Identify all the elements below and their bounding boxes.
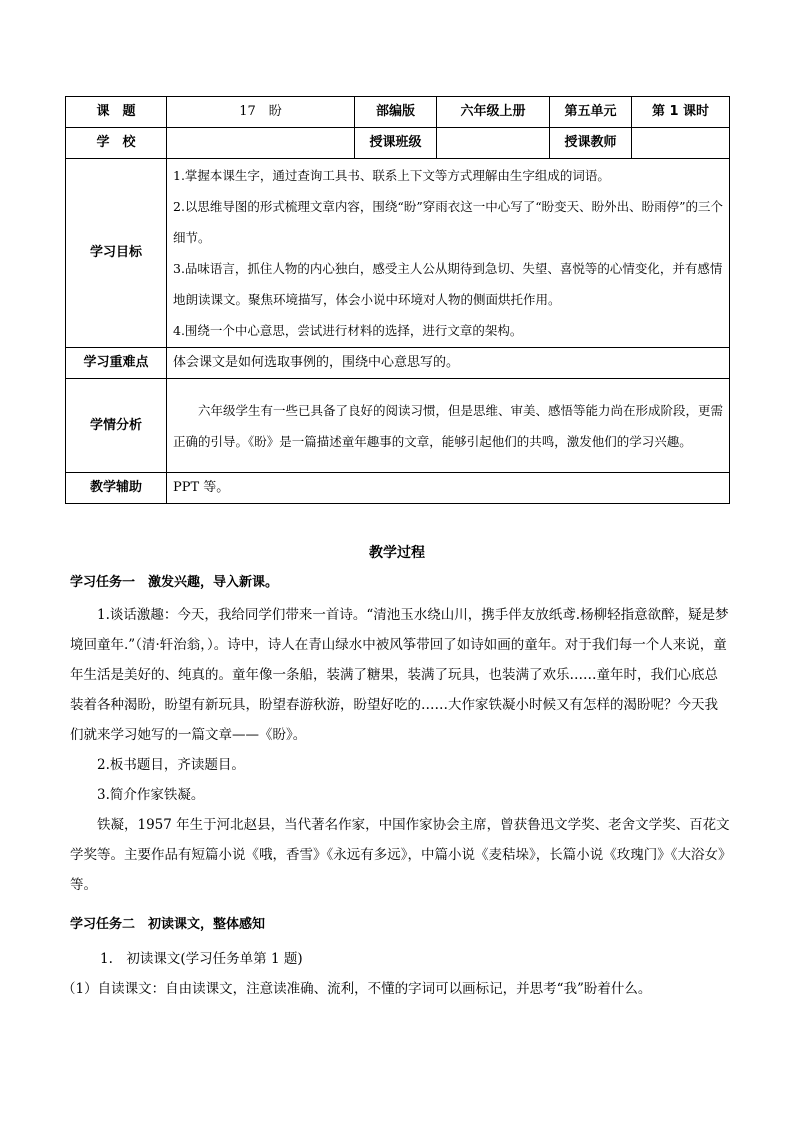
teacher-label: 授课教师 xyxy=(550,128,632,159)
task1-title: 学习任务一 激发兴趣，导入新课。 xyxy=(70,575,279,590)
task1-paragraph: 3.简介作家铁凝。 xyxy=(97,787,205,803)
task2-paragraph: （1）自读课文：自由读课文，注意读准确、流利，不懂的字词可以画标记，并思考“我”盼着什么。 xyxy=(62,981,652,997)
lesson-plan-table xyxy=(65,96,730,504)
analysis-text: 六年级学生有一些已具备了良好的阅读习惯，但是思维、审美、感悟等能力尚在形成阶段，更需正确的引导。《盼》是一篇描述童年趣事的文章，能够引起他们的共鸣，激发他们的学习兴趣。 xyxy=(173,402,724,449)
teacher-value[interactable] xyxy=(632,128,730,159)
task2-title: 学习任务二 初读课文，整体感知 xyxy=(70,917,266,932)
period: 第 1 课时 xyxy=(632,97,730,128)
objectives-label: 学习目标 xyxy=(66,159,167,348)
process-title: 教学过程 xyxy=(369,545,425,561)
row-course xyxy=(66,97,730,128)
task2-body xyxy=(62,944,730,1004)
key-points-label: 学习重难点 xyxy=(66,348,167,379)
class-value[interactable] xyxy=(437,128,550,159)
objective-item: 3.品味语言，抓住人物的内心独白，感受主人公从期待到急切、失望、喜悦等的心情变化，并有感情地朗读课文。聚焦环境描写，体会小说中环境对人物的侧面烘托作用。 xyxy=(173,261,723,307)
aids-text: PPT 等。 xyxy=(167,473,730,504)
objective-item: 1.掌握本课生字，通过查询工具书、联系上下文等方式理解由生字组成的词语。 xyxy=(173,168,610,183)
row-school xyxy=(66,128,730,159)
aids-label: 教学辅助 xyxy=(66,473,167,504)
school-value[interactable] xyxy=(167,128,355,159)
analysis-content xyxy=(167,379,730,473)
course-title: 17 盼 xyxy=(167,97,355,128)
objective-item: 2.以思维导图的形式梳理文章内容，围绕“盼”穿雨衣这一中心写了“盼变天、盼外出、盼雨停”的三个细节。 xyxy=(173,199,723,245)
grade: 六年级上册 xyxy=(437,97,550,128)
key-points-text: 体会课文是如何选取事例的，围绕中心意思写的。 xyxy=(167,348,730,379)
objective-item: 4.围绕一个中心意思，尝试进行材料的选择，进行文章的架构。 xyxy=(173,323,523,338)
row-analysis xyxy=(66,379,730,473)
unit: 第五单元 xyxy=(550,97,632,128)
row-key-points xyxy=(66,348,730,379)
analysis-label: 学情分析 xyxy=(66,379,167,473)
row-objectives xyxy=(66,159,730,348)
row-aids xyxy=(66,473,730,504)
class-label: 授课班级 xyxy=(355,128,437,159)
school-label: 学 校 xyxy=(66,128,167,159)
objectives-content xyxy=(167,159,730,348)
task1-paragraph: 1.谈话激趣：今天，我给同学们带来一首诗。“清池玉水绕山川，携手伴友放纸鸢.杨柳轻指意欲醉，疑是梦境回童年.”（清·轩治翁，）。诗中，诗人在青山绿水中被风筝带回了如诗如画的童年。对于我们每一个人来说，童年生活是美好的、纯真的。童年像一条船，装满了糖果，装满了玩具，也装满了欢乐……童年时，我们心底总装着各种渴盼，盼望有新玩具，盼望春游秋游，盼望好吃的……大作家铁凝小时候又有怎样的渴盼呢？今天我们就来学习她写的一篇文章——《盼》。 xyxy=(70,607,729,743)
course-label: 课 题 xyxy=(66,97,167,128)
task1-paragraph: 铁凝，1957 年生于河北赵县，当代著名作家，中国作家协会主席，曾获鲁迅文学奖、老舍文学奖、百花文学奖等。主要作品有短篇小说《哦，香雪》《永远有多远》，中篇小说《麦秸垛》，长篇小说《玫瑰门》《大浴女》等。 xyxy=(70,817,730,893)
task1-paragraph: 2.板书题目，齐读题目。 xyxy=(97,757,245,773)
task1-body xyxy=(70,600,730,900)
edition: 部编版 xyxy=(355,97,437,128)
task2-paragraph: 1. 初读课文(学习任务单第 1 题) xyxy=(100,951,303,967)
